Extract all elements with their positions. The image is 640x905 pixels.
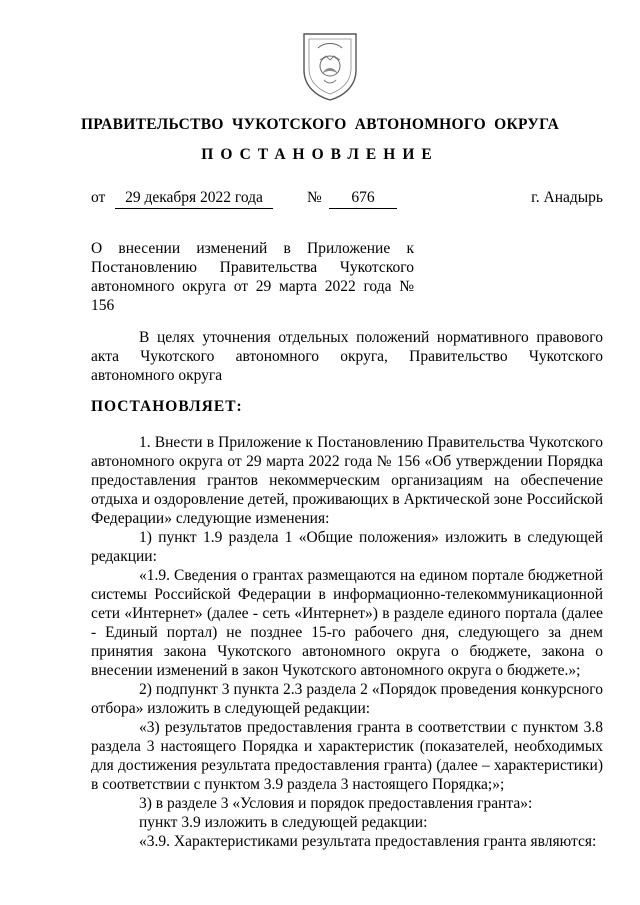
document-subject bbox=[91, 239, 414, 315]
coat-of-arms-emblem bbox=[298, 26, 362, 102]
body-paragraph: пункт 3.9 изложить в следующей редакции: bbox=[139, 814, 428, 831]
body-paragraph: 1. Внести в Приложение к Постановлению Правительства Чукотского автономного округа от 29 марта 2022 года № 156 «Об утверждении Порядка предоставления грантов некоммерческим организациям на обеспечение отдыха и оздоровление детей, проживающих в Арктической зоне Российской Федерации» следующие изменения: bbox=[91, 434, 603, 527]
body-paragraph: «3.9. Характеристиками результата предоставления гранта являются: bbox=[139, 833, 597, 850]
preamble-text: В целях уточнения отдельных положений нормативного правового акта Чукотского автономного округа, Правительство Чукотского автономного округа bbox=[91, 329, 603, 384]
number-label: № bbox=[307, 189, 322, 206]
subject-line: Постановлению Правительства Чукотского bbox=[91, 259, 414, 276]
body-paragraph: 2) подпункт 3 пункта 2.3 раздела 2 «Порядок проведения конкурсного отбора» изложить в следующей редакции: bbox=[91, 681, 603, 717]
body-paragraph: 3) в разделе 3 «Условия и порядок предоставления гранта»: bbox=[139, 795, 533, 812]
document-date: 29 декабря 2022 года bbox=[115, 189, 273, 209]
body-paragraph: «1.9. Сведения о грантах размещаются на едином портале бюджетной системы Российской Федерации в информационно-телекоммуникационной сети «Интернет» (далее - сеть «Интернет») в разделе единого портала (далее - Единый портал) не позднее 15-го рабочего дня, следующего за днем принятия закона Чукотского автономного округа о бюджете, закона о внесении изменений в закон Чукотского автономного округа о бюджете.»; bbox=[91, 567, 603, 679]
document-number: 676 bbox=[329, 189, 397, 209]
subject-line: автономного округа от 29 марта 2022 года № 156 bbox=[91, 278, 414, 314]
subject-line: О внесении изменений в Приложение к bbox=[91, 240, 414, 257]
city-name: г. Анадырь bbox=[531, 189, 603, 206]
document-meta-line bbox=[91, 189, 603, 211]
decree-heading: ПОСТАНОВЛЯЕТ: bbox=[91, 398, 243, 415]
body-paragraph: 1) пункт 1.9 раздела 1 «Общие положения» изложить в следующей редакции: bbox=[91, 529, 603, 565]
preamble bbox=[91, 328, 603, 385]
from-label: от bbox=[91, 189, 106, 206]
document-type-title: ПОСТАНОВЛЕНИЕ bbox=[201, 146, 439, 163]
main-text bbox=[91, 433, 603, 851]
body-paragraph: «3) результатов предоставления гранта в соответствии с пунктом 3.8 раздела 3 настоящего Порядка и характеристик (показателей, необходимых для достижения результата предоставления гранта) (далее – характеристики) в соответствии с пунктом 3.9 раздела 3 настоящего Порядка;»; bbox=[91, 719, 603, 793]
government-title: ПРАВИТЕЛЬСТВО ЧУКОТСКОГО АВТОНОМНОГО ОКРУГА bbox=[80, 116, 560, 133]
